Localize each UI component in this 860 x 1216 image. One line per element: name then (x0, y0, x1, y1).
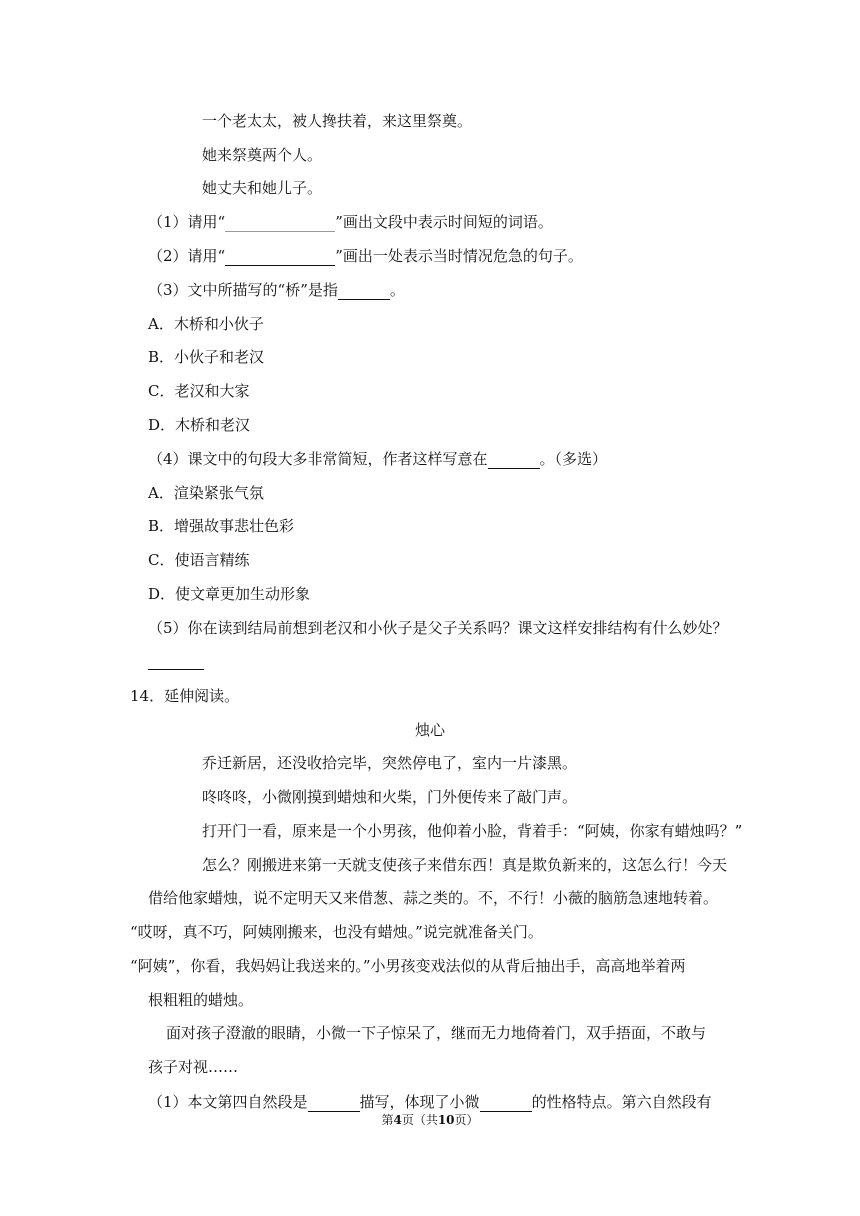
question-1 (148, 212, 553, 232)
sub-question-text: 描写，体现了小微 (359, 1093, 480, 1111)
answer-blank[interactable] (225, 215, 335, 232)
paragraph-line: 乔迁新居，还没收拾完毕，突然停电了，室内一片漆黑。 (202, 754, 578, 772)
answer-blank[interactable] (225, 249, 335, 266)
question-2-suffix: ”画出一处表示当时情况危急的句子。 (335, 247, 583, 265)
question-14-sub-1 (148, 1092, 712, 1112)
question-2 (148, 246, 583, 266)
option[interactable]: A．渲染紧张气氛 (148, 484, 264, 502)
passage-title: 烛心 (414, 721, 445, 739)
option[interactable]: D．使文章更加生动形象 (148, 585, 311, 603)
question-3-prefix: （3）文中所描写的“桥”是指 (148, 281, 338, 299)
option[interactable]: A．木桥和小伙子 (148, 315, 264, 333)
option[interactable]: C．使语言精练 (148, 551, 250, 569)
question-1-suffix: ”画出文段中表示时间短的词语。 (335, 213, 553, 231)
passage-line: 她丈夫和她儿子。 (202, 179, 323, 197)
footer-text: 第 (381, 1113, 394, 1127)
sub-question-text: 的性格特点。第六自然段有 (531, 1093, 712, 1111)
footer-text: 页（共 (401, 1113, 438, 1127)
paragraph-line: 打开门一看，原来是一个小男孩，他仰着小脸，背着手：“阿姨，你家有蜡烛吗？” (202, 822, 743, 840)
option[interactable]: B．增强故事悲壮色彩 (148, 517, 295, 535)
answer-blank[interactable] (148, 650, 204, 670)
question-4 (148, 449, 607, 469)
paragraph-line: “阿姨”，你看，我妈妈让我送来的。”小男孩变戏法似的从背后抽出手，高高地举着两 (130, 957, 686, 975)
question-4-suffix: 。（多选） (539, 450, 608, 468)
question-4-prefix: （4）课文中的句段大多非常简短，作者这样写意在 (148, 450, 488, 468)
answer-blank[interactable] (480, 1095, 532, 1112)
question-14-label: 14．延伸阅读。 (130, 687, 240, 705)
question-2-prefix: （2）请用“ (148, 247, 226, 265)
paragraph-line: 孩子对视…… (148, 1058, 239, 1076)
footer-text: 页） (454, 1113, 479, 1127)
paragraph-line: 怎么？刚搬进来第一天就支使孩子来借东西！真是欺负新来的，这怎么行！今天 (202, 856, 728, 874)
passage-line: 她来祭奠两个人。 (202, 146, 323, 164)
sub-question-text: （1）本文第四自然段是 (148, 1093, 308, 1111)
answer-blank[interactable] (308, 1095, 360, 1112)
answer-blank[interactable] (488, 452, 540, 469)
question-1-prefix: （1）请用“ (148, 213, 226, 231)
page-number: 4 (393, 1113, 402, 1127)
question-3 (148, 280, 405, 300)
page-footer (0, 1112, 860, 1128)
paragraph-line: 咚咚咚，小微刚摸到蜡烛和火柴，门外便传来了敲门声。 (202, 788, 578, 806)
option[interactable]: D．木桥和老汉 (148, 416, 251, 434)
question-3-suffix: 。 (389, 281, 405, 299)
paragraph-line: 借给他家蜡烛，说不定明天又来借葱、蒜之类的。不，不行！小薇的脑筋急速地转着。 (148, 889, 719, 907)
paragraph-line: “哎呀，真不巧，阿姨刚搬来，也没有蜡烛。”说完就准备关门。 (130, 923, 543, 941)
paragraph-line: 面对孩子澄澈的眼睛，小微一下子惊呆了，继而无力地倚着门，双手捂面，不敢与 (166, 1024, 707, 1042)
option[interactable]: C．老汉和大家 (148, 382, 250, 400)
passage-line: 一个老太太，被人搀扶着，来这里祭奠。 (202, 112, 473, 130)
option[interactable]: B．小伙子和老汉 (148, 348, 265, 366)
paragraph-line: 根粗粗的蜡烛。 (148, 991, 254, 1009)
question-5: （5）你在读到结局前想到老汉和小伙子是父子关系吗？课文这样安排结构有什么妙处？ (148, 619, 728, 637)
answer-blank[interactable] (338, 283, 390, 300)
page-total: 10 (437, 1113, 455, 1127)
